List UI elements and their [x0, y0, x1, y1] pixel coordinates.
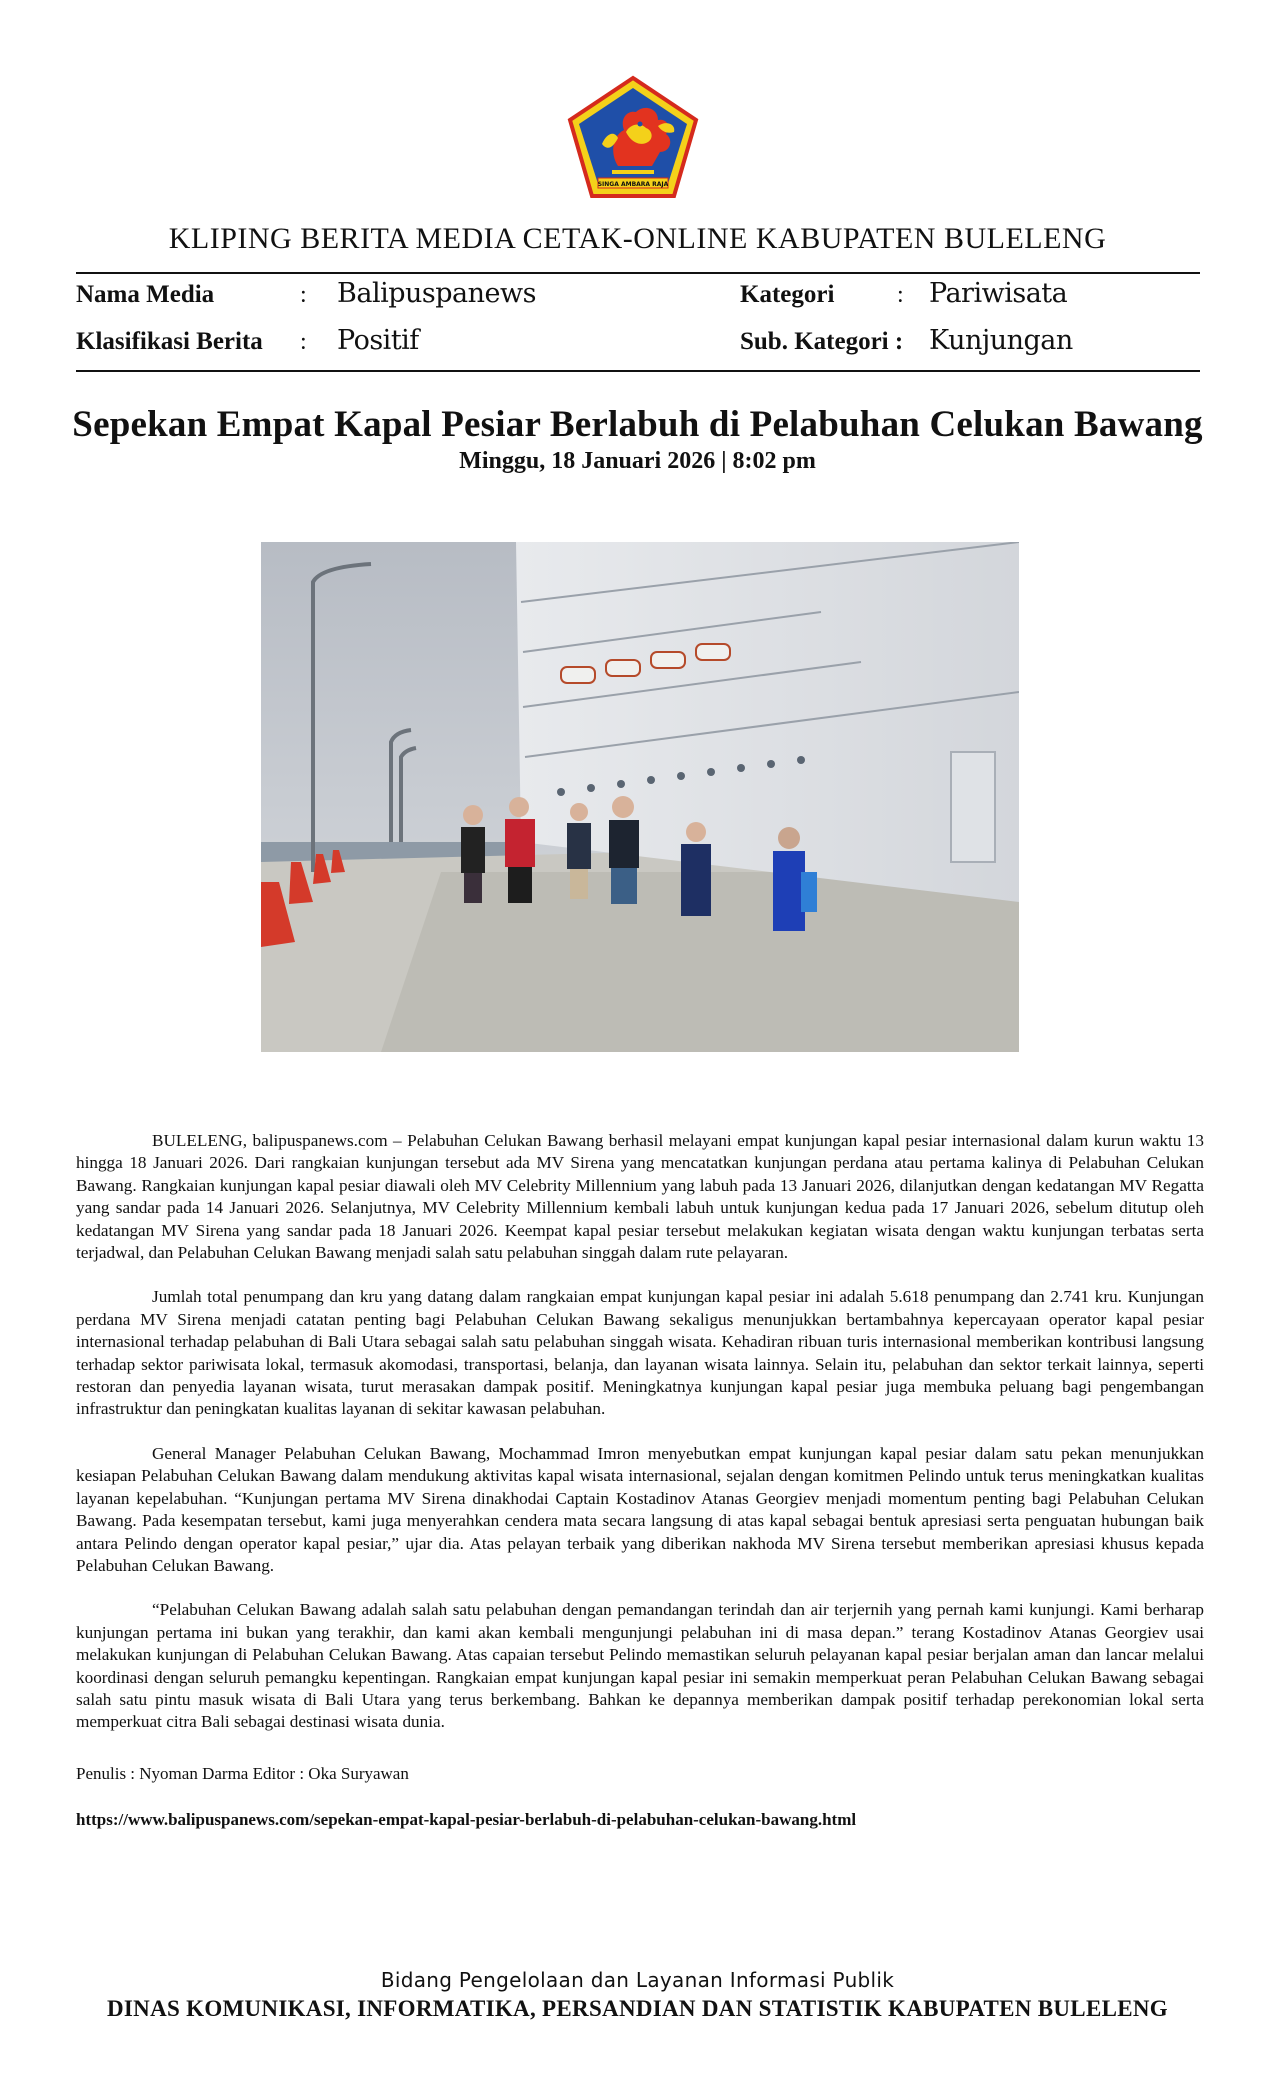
subkategori-label: Sub. Kategori : [740, 328, 904, 355]
footer-office: DINAS KOMUNIKASI, INFORMATIKA, PERSANDIAN DAN STATISTIK KABUPATEN BULELENG [107, 1996, 1168, 2021]
klasifikasi-value: Positif [337, 325, 419, 356]
klasifikasi-colon: : [300, 329, 307, 355]
media-colon: : [300, 282, 307, 308]
media-label: Nama Media [76, 281, 215, 308]
kategori-value: Pariwisata [929, 278, 1068, 309]
kategori-label: Kategori [740, 281, 835, 308]
article-headline: Sepekan Empat Kapal Pesiar Berlabuh di Pelabuhan Celukan Bawang [72, 404, 1203, 445]
article-paragraph: General Manager Pelabuhan Celukan Bawang, Mochammad Imron menyebutkan empat kunjungan kapal pesiar dalam satu pekan menunjukkan kesiapan Pelabuhan Celukan Bawang dalam mendukung aktivitas kapal wisata internasional, sejalan dengan komitmen Pelindo untuk terus meningkatkan kualitas layanan kepelabuhan. “Kunjungan pertama MV Sirena dinakhodai Captain Kostadinov Atanas Georgiev menjadi momentum penting bagi Pelabuhan Celukan Bawang. Pada kesempatan tersebut, kami juga menyerahkan cendera mata secara langsung di atas kapal sebagai bentuk apresiasi serta penguatan hubungan baik antara Pelindo dengan operator kapal pesiar,” ujar dia. Atas pelayan terbaik yang diberikan nakhoda MV Sirena tersebut memberikan apresiasi khusus kepada Pelabuhan Celukan Bawang. [76, 1443, 1204, 1575]
emblem-motto: SINGA AMBARA RAJA [597, 181, 669, 188]
divider-bottom [76, 370, 1200, 372]
source-url-link[interactable]: https://www.balipuspanews.com/sepekan-empat-kapal-pesiar-berlabuh-di-pelabuhan-celukan-bawang.html [76, 1810, 857, 1829]
document-title: KLIPING BERITA MEDIA CETAK-ONLINE KABUPATEN BULELENG [168, 222, 1107, 255]
article-paragraph: BULELENG, balipuspanews.com – Pelabuhan Celukan Bawang berhasil melayani empat kunjungan kapal pesiar internasional dalam kurun waktu 13 hingga 18 Januari 2026. Dari rangkaian kunjungan tersebut ada MV Sirena yang mencatatkan kunjungan perdana atau pertama kalinya di Pelabuhan Celukan Bawang. Rangkaian kunjungan kapal pesiar diawali oleh MV Celebrity Millennium yang labuh pada 13 Januari 2026, dilanjutkan dengan kedatangan MV Regatta yang sandar pada 14 Januari 2026. Selanjutnya, MV Celebrity Millennium kembali labuh untuk kunjungan kedua pada 17 Januari 2026, sebelum ditutup oleh kedatangan MV Sirena yang sandar pada 18 Januari 2026. Keempat kapal pesiar tersebut melakukan kegiatan wisata dengan waktu kunjungan terbatas serta terjadwal, dan Pelabuhan Celukan Bawang menjadi salah satu pelabuhan singgah dalam rute pelayaran. [76, 1131, 1204, 1263]
buleleng-emblem-logo [566, 74, 700, 200]
article-photo [261, 542, 1019, 1052]
article-credit: Penulis : Nyoman Darma Editor : Oka Suryawan [76, 1764, 409, 1783]
article-body [76, 1130, 1204, 1756]
subkategori-value: Kunjungan [929, 325, 1073, 356]
footer-department: Bidang Pengelolaan dan Layanan Informasi Publik [380, 1968, 895, 1992]
article-date: Minggu, 18 Januari 2026 | 8:02 pm [459, 448, 816, 474]
kategori-colon: : [897, 282, 904, 308]
article-paragraph: “Pelabuhan Celukan Bawang adalah salah satu pelabuhan dengan pemandangan terindah dan air terjernih yang pernah kami kunjungi. Kami berharap kunjungan pertama ini bukan yang terakhir, dan kami akan kembali mengunjungi pelabuhan ini di masa depan.” terang Kostadinov Atanas Georgiev usai melakukan kunjungan di Pelabuhan Celukan Bawang. Atas capaian tersebut Pelindo memastikan seluruh pelayanan kapal pesiar berjalan aman dan lancar melalui koordinasi dengan seluruh pemangku kepentingan. Rangkaian empat kunjungan kapal pesiar ini semakin memperkuat peran Pelabuhan Celukan Bawang sebagai salah satu pintu masuk wisata di Bali Utara yang terus berkembang. Bahkan ke depannya memberikan dampak positif terhadap perekonomian lokal serta memperkuat citra Bali sebagai destinasi wisata dunia. [76, 1600, 1204, 1732]
klasifikasi-label: Klasifikasi Berita [76, 328, 263, 355]
article-paragraph: Jumlah total penumpang dan kru yang datang dalam rangkaian empat kunjungan kapal pesiar ini adalah 5.618 penumpang dan 2.741 kru. Kunjungan perdana MV Sirena menjadi catatan penting bagi Pelabuhan Celukan Bawang sekaligus menunjukkan bertambahnya kepercayaan operator kapal pesiar internasional terhadap pelabuhan di Bali Utara sebagai salah satu pelabuhan singgah wisata. Kehadiran ribuan turis internasional memberikan kontribusi langsung terhadap sektor pariwisata lokal, termasuk akomodasi, transportasi, belanja, dan layanan wisata lainnya. Selain itu, pelabuhan dan sektor terkait lainnya, seperti restoran dan penyedia layanan wisata, turut merasakan dampak positif. Meningkatnya kunjungan kapal pesiar juga membuka peluang bagi pengembangan infrastruktur dan peningkatan kualitas layanan di sekitar kawasan pelabuhan. [76, 1287, 1204, 1419]
divider-top [76, 272, 1200, 274]
media-value: Balipuspanews [337, 278, 536, 309]
